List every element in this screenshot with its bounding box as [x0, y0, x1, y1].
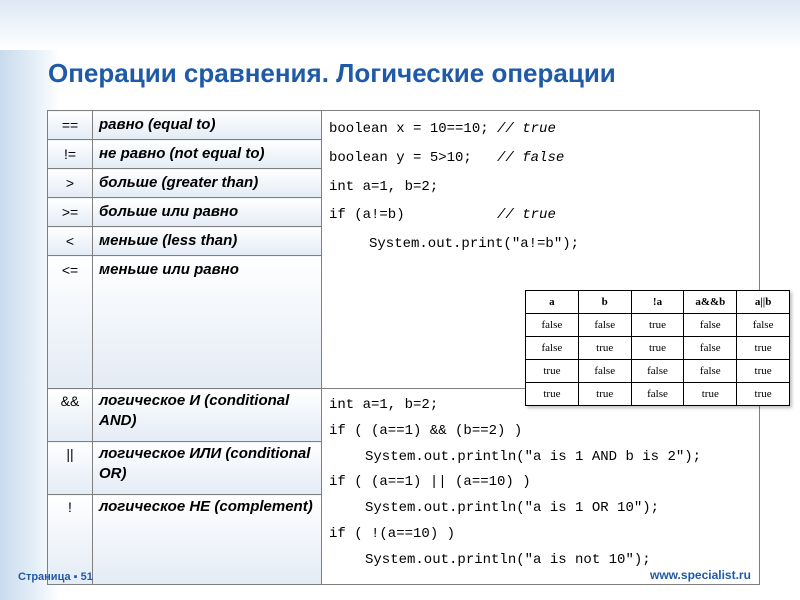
code-line: System.out.println("a is 1 OR 10"); — [365, 500, 660, 517]
truth-cell: false — [526, 337, 579, 360]
table-row — [526, 337, 790, 360]
code-line: boolean y = 5>10; // false — [329, 149, 565, 166]
code-line: int a=1, b=2; — [329, 397, 439, 413]
truth-cell: false — [631, 360, 684, 383]
code-line: int a=1, b=2; — [329, 178, 439, 195]
operator-description: логическое ИЛИ (conditional OR) — [93, 442, 322, 495]
truth-cell: false — [526, 314, 579, 337]
operator-description: логическое НЕ (complement) — [93, 495, 322, 585]
truth-header-cell: a&&b — [684, 291, 737, 314]
truth-cell: false — [684, 360, 737, 383]
truth-cell: false — [684, 337, 737, 360]
truth-table — [525, 290, 790, 406]
truth-cell: true — [578, 337, 631, 360]
operator-symbol: <= — [48, 256, 93, 389]
code-line: System.out.println("a is not 10"); — [365, 551, 651, 568]
truth-cell: true — [578, 383, 631, 406]
truth-cell: true — [684, 383, 737, 406]
page-number: Страница ▪ 51 — [18, 571, 93, 583]
operator-description: логическое И (conditional AND) — [93, 389, 322, 442]
logical-code-block — [322, 389, 760, 585]
code-line: System.out.println("a is 1 AND b is 2"); — [365, 448, 702, 465]
truth-cell: true — [737, 360, 790, 383]
code-line: if ( (a==1) && (b==2) ) — [329, 422, 523, 439]
operator-description: меньше или равно — [93, 256, 322, 389]
truth-cell: true — [737, 337, 790, 360]
operator-description: больше (greater than) — [93, 169, 322, 198]
code-line: if ( !(a==10) ) — [329, 525, 456, 542]
code-line: boolean x = 10==10; // true — [329, 121, 556, 137]
table-row — [526, 360, 790, 383]
truth-header-cell: a — [526, 291, 579, 314]
operator-symbol: && — [48, 389, 93, 442]
truth-header-cell: a||b — [737, 291, 790, 314]
truth-cell: false — [578, 314, 631, 337]
truth-cell: true — [737, 383, 790, 406]
code-comment: // true — [497, 121, 556, 137]
code-comment: // true — [497, 207, 556, 224]
operator-symbol: != — [48, 140, 93, 169]
code-line: if (a!=b) // true — [329, 207, 556, 224]
site-link[interactable]: www.specialist.ru — [650, 568, 751, 582]
truth-header-cell: b — [578, 291, 631, 314]
table-row — [526, 314, 790, 337]
code-line: System.out.print("a!=b"); — [369, 236, 580, 253]
operator-description: не равно (not equal to) — [93, 140, 322, 169]
truth-cell: true — [526, 383, 579, 406]
truth-cell: false — [631, 383, 684, 406]
code-line: if ( (a==1) || (a==10) ) — [329, 474, 531, 491]
truth-header-cell: !a — [631, 291, 684, 314]
operator-description: меньше (less than) — [93, 227, 322, 256]
table-row — [526, 383, 790, 406]
operator-description: равно (equal to) — [93, 111, 322, 140]
truth-cell: true — [631, 314, 684, 337]
background-top-gradient — [0, 0, 800, 50]
operator-symbol: ! — [48, 495, 93, 585]
truth-cell: true — [631, 337, 684, 360]
operator-symbol: < — [48, 227, 93, 256]
truth-cell: false — [684, 314, 737, 337]
operator-symbol: >= — [48, 198, 93, 227]
truth-cell: false — [737, 314, 790, 337]
truth-cell: false — [578, 360, 631, 383]
operator-description: больше или равно — [93, 198, 322, 227]
operator-symbol: > — [48, 169, 93, 198]
truth-table-header — [526, 291, 790, 314]
operator-symbol: == — [48, 111, 93, 140]
code-comment: // false — [497, 149, 565, 166]
slide-title: Операции сравнения. Логические операции — [48, 58, 616, 88]
table-row — [48, 111, 760, 140]
operator-symbol: || — [48, 442, 93, 495]
truth-cell: true — [526, 360, 579, 383]
